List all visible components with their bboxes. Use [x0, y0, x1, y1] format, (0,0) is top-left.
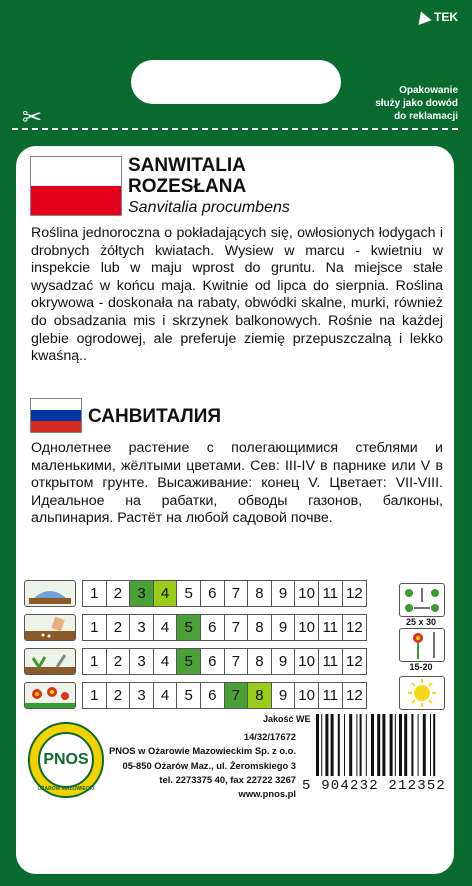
month-cell: 6: [201, 615, 225, 640]
barcode-bar: [382, 714, 385, 776]
month-cell: 3: [130, 683, 154, 708]
month-cell: 1: [83, 649, 107, 674]
month-cell: 11: [319, 581, 343, 606]
brand-logo: [416, 10, 458, 24]
month-cell: 2: [107, 683, 131, 708]
month-cell: 6: [201, 581, 225, 606]
calendar-row: [24, 615, 367, 640]
barcode-bar: [349, 714, 352, 776]
month-cell: 9: [272, 581, 296, 606]
month-cell: 8: [248, 615, 272, 640]
calendar-row: [24, 683, 367, 708]
month-cell: 5: [177, 581, 201, 606]
barcode-bar: [377, 714, 380, 776]
barcode: [312, 714, 438, 776]
brand-mark-icon: [414, 9, 431, 25]
month-cell: 8: [248, 683, 272, 708]
month-cell: 6: [201, 683, 225, 708]
greenhouse-sowing-icon: [24, 580, 76, 607]
sun-icon: [399, 676, 445, 710]
month-cell: 1: [83, 615, 107, 640]
month-cell: 11: [319, 615, 343, 640]
complaint-note: [375, 84, 458, 123]
month-cell: 10: [295, 581, 319, 606]
calendar-row: [24, 581, 367, 606]
barcode-bar: [371, 714, 374, 776]
spacing-icon: [399, 583, 445, 617]
month-cell: 2: [107, 581, 131, 606]
barcode-bar: [404, 714, 407, 776]
month-cell: 5: [177, 683, 201, 708]
complaint-line: Opakowanie: [399, 85, 458, 96]
product-title-line: ROZESŁANA: [128, 176, 247, 197]
plant-height-icon: [399, 628, 445, 662]
product-title: [128, 155, 246, 197]
open-ground-sowing-icon: [24, 614, 76, 641]
month-cell: 12: [345, 653, 363, 670]
month-cell: 8: [248, 649, 272, 674]
poland-flag-icon: [30, 156, 122, 216]
complaint-line: do reklamacji: [394, 111, 458, 122]
month-cell: 10: [295, 615, 319, 640]
cut-line: [12, 128, 458, 130]
height-value: 15-20: [409, 662, 433, 672]
month-cell: 5: [177, 649, 201, 674]
barcode-bar: [395, 714, 396, 776]
month-cell: 9: [272, 649, 296, 674]
month-cell: 8: [248, 581, 272, 606]
latin-name: Sanvitalia procumbens: [128, 199, 290, 216]
month-cell: 4: [154, 615, 178, 640]
barcode-bar: [430, 714, 431, 776]
russia-flag-icon: [30, 398, 82, 433]
month-cell: 12: [345, 619, 363, 636]
month-cell: 7: [225, 649, 249, 674]
company-line: PNOS w Ożarowie Mazowieckim Sp. z o.o.: [108, 745, 296, 757]
month-cell: 11: [319, 683, 343, 708]
month-cell: 2: [107, 615, 131, 640]
barcode-bar: [338, 714, 340, 776]
month-cell: 3: [130, 581, 154, 606]
month-cell: 4: [154, 649, 178, 674]
pnos-logo-text: PNOS: [38, 732, 94, 788]
month-cell: 1: [83, 581, 107, 606]
barcode-bar: [390, 714, 393, 776]
sowing-calendar: [24, 581, 367, 717]
pnos-logo: [28, 722, 104, 798]
barcode-bar: [331, 714, 334, 776]
barcode-bar: [356, 714, 357, 776]
barcode-bar: [366, 714, 367, 776]
spacing-info: [399, 583, 443, 627]
month-cells: [82, 682, 367, 709]
month-cell: 11: [319, 649, 343, 674]
flowering-icon: [24, 682, 76, 709]
company-website: www.pnos.pl: [238, 788, 296, 800]
calendar-row: [24, 649, 367, 674]
month-cell: 10: [295, 683, 319, 708]
spacing-value: 25 x 30: [405, 617, 437, 627]
barcode-bar: [316, 714, 319, 776]
month-cell: 4: [154, 581, 178, 606]
month-cell: 7: [225, 683, 249, 708]
month-cell: 6: [201, 649, 225, 674]
transplanting-icon: [24, 648, 76, 675]
scissors-icon: ✂: [22, 104, 43, 131]
month-cell: 12: [345, 585, 363, 602]
month-cell: 4: [154, 683, 178, 708]
month-cell: 1: [83, 683, 107, 708]
month-cell: 3: [130, 615, 154, 640]
russian-description: Однолетнее растение с полегающимися стеблями и маленькими, жёлтыми цветами. Сев: III-IV в парнике или V в открытом грунте. Высаживание: конец V. Цветает: VII-VIII. Идеальное на рабатки, обводы газонов, балконы, альпинария. Растёт на любой садовой почве.: [31, 440, 443, 527]
polish-description: Roślina jednoroczna o pokładających się, owłosionych łodygach i drobnych żółtych kwiatach. Wysiew w marcu - kwietniu w inspekcie lub w maju wprost do gruntu. Na miejsce stałe wysadzać w końcu maja. Kwitnie od lipca do sierpnia. Roślina okrywowa - doskonała na rabaty, obwódki skalne, murki, również do obsadzania mis i skrzynek balkonowych. Rośnie na każdej glebie ogrodowej, ale preferuje ziemię przepuszczalną i lekko kwaśną..: [31, 225, 443, 365]
product-title-line: SANWITALIA: [128, 155, 246, 176]
month-cell: 2: [107, 649, 131, 674]
complaint-line: służy jako dowód: [375, 98, 458, 109]
barcode-bar: [423, 714, 426, 776]
month-cell: 7: [225, 581, 249, 606]
sun-exposure-info: [399, 676, 443, 710]
barcode-bar: [433, 714, 435, 776]
barcode-number: 5 904232 212352: [302, 778, 447, 794]
quality-label: Jakość WE: [263, 714, 311, 724]
brand-name: TEK: [434, 10, 458, 24]
barcode-bar: [321, 714, 322, 776]
month-cell: 7: [225, 615, 249, 640]
month-cell: 9: [272, 683, 296, 708]
month-cell: 9: [272, 615, 296, 640]
barcode-bar: [411, 714, 413, 776]
company-line: 05-850 Ożarów Maz., ul. Żeromskiego 3: [122, 759, 296, 771]
month-cell: 12: [345, 687, 363, 704]
pnos-logo-ring: OŻARÓW MAZOWIECKI: [37, 786, 95, 792]
company-info: [109, 730, 296, 801]
barcode-bar: [344, 714, 345, 776]
month-cells: [82, 648, 367, 675]
barcode-bar: [325, 714, 328, 776]
russian-title: САНВИТАЛИЯ: [88, 406, 222, 427]
barcode-bar: [399, 714, 402, 776]
barcode-bar: [360, 714, 362, 776]
company-line: tel. 2273375 40, fax 22722 3267: [159, 773, 296, 785]
barcode-bar: [418, 714, 419, 776]
month-cells: [82, 580, 367, 607]
company-code: 14/32/17672: [243, 731, 296, 742]
height-info: [399, 628, 443, 672]
month-cells: [82, 614, 367, 641]
month-cell: 3: [130, 649, 154, 674]
month-cell: 10: [295, 649, 319, 674]
month-cell: 5: [177, 615, 201, 640]
hanger-hole: [131, 60, 341, 104]
